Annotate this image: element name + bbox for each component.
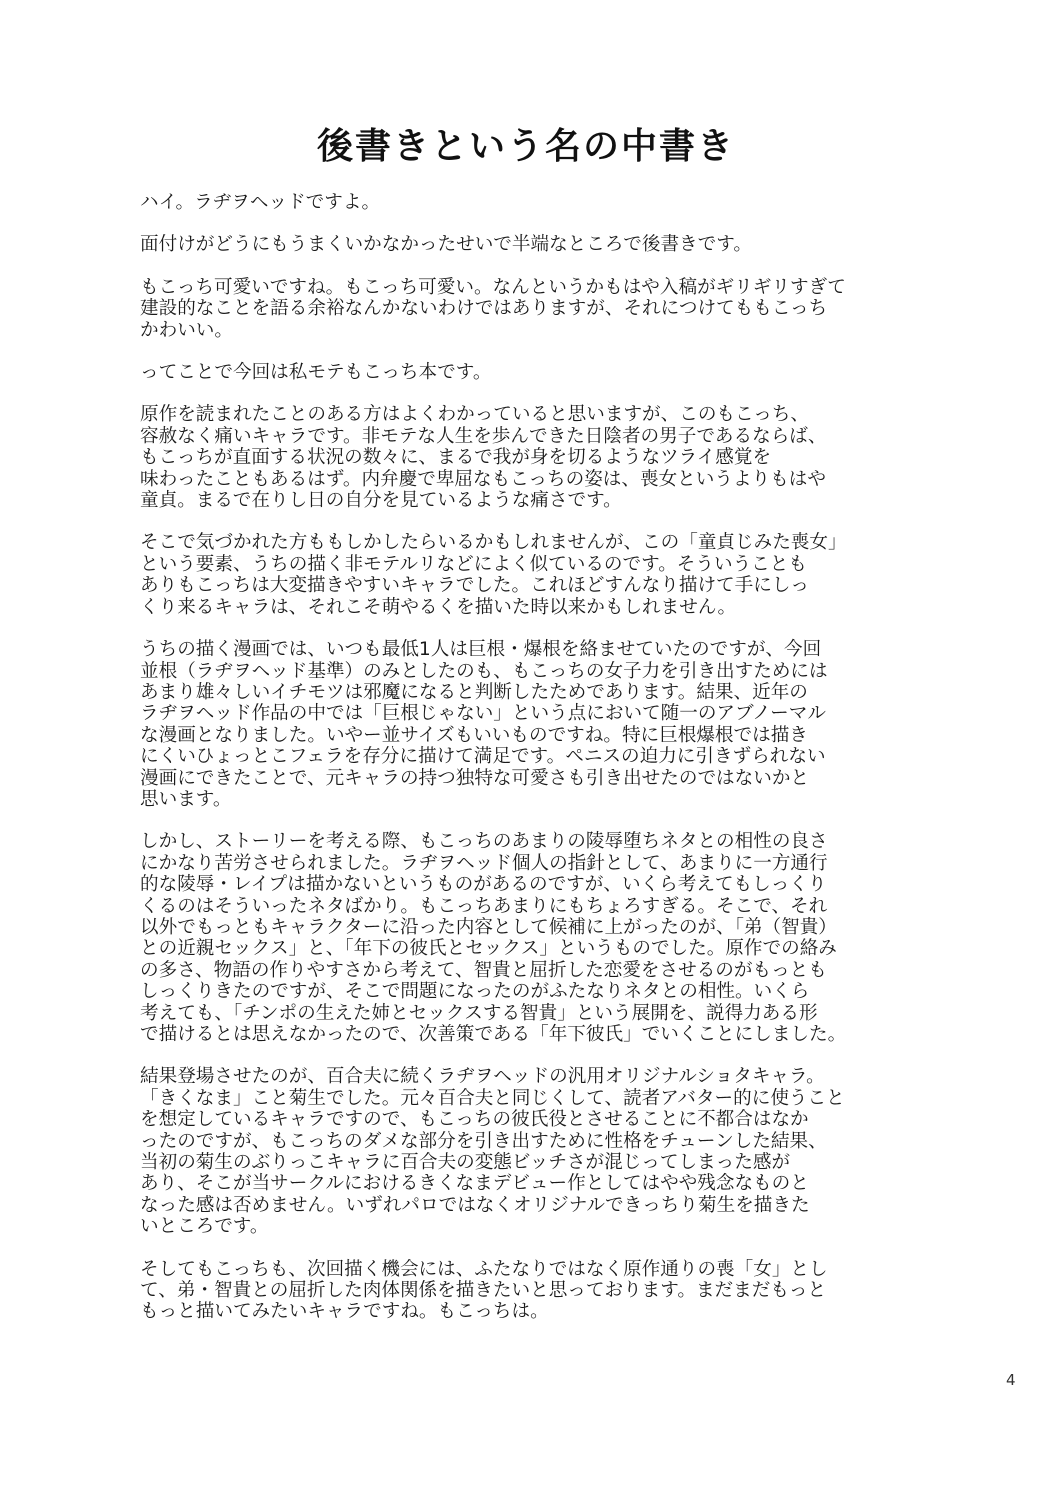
text-line: しかし、ストーリーを考える際、もこっちのあまりの陵辱堕ちネタとの相性の良さ xyxy=(140,831,828,853)
text-line: そこで気づかれた方ももしかしたらいるかもしれませんが、この「童貞じみた喪女」 xyxy=(140,532,847,554)
text-line: 当初の菊生のぶりっこキャラに百合夫の変態ビッチさが混じってしまった感が xyxy=(140,1152,791,1174)
paragraph xyxy=(140,1066,910,1237)
afterword-body xyxy=(140,192,910,1344)
text-line: いところです。 xyxy=(140,1216,269,1238)
text-line: かわいい。 xyxy=(140,319,233,341)
page-number: 4 xyxy=(1006,1371,1016,1389)
text-line: な漫画となりました。いやー並サイズもいいものですね。特に巨根爆根では描き xyxy=(140,724,808,746)
paragraph xyxy=(140,831,910,1045)
text-line: なった感は否めません。いずれパロではなくオリジナルできっちり菊生を描きた xyxy=(140,1194,810,1216)
text-line: を想定しているキャラですので、もこっちの彼氏役とさせることに不都合はなか xyxy=(140,1109,809,1131)
text-line: ったのですが、もこっちのダメな部分を引き出すために性格をチューンした結果、 xyxy=(140,1130,827,1152)
text-line: 容赦なく痛いキャラです。非モテな人生を歩んできた日陰者の男子であるならば、 xyxy=(140,425,827,447)
text-line: しっくりきたのですが、そこで問題になったのがふたなりネタとの相性。いくら xyxy=(140,981,810,1003)
text-line: 以外でもっともキャラクターに沿った内容として候補に上がったのが、「弟（智貴） xyxy=(140,916,837,938)
text-line: あり、そこが当サークルにおけるきくなまデビュー作としてはやや残念なものと xyxy=(140,1173,809,1195)
text-line: くるのはそういったネタばかり。もこっちあまりにもちょろすぎる。そこで、それ xyxy=(140,895,828,917)
text-line: 味わったこともあるはず。内弁慶で卑屈なもこっちの姿は、喪女というよりもはや xyxy=(140,468,826,490)
text-line: 並根（ラヂヲヘッド基準）のみとしたのも、もこっちの女子力を引き出すためには xyxy=(140,660,828,682)
page-title: 後書きという名の中書き xyxy=(316,126,735,167)
paragraph xyxy=(140,1259,910,1323)
text-line: そしてもこっちも、次回描く機会には、ふたなりではなく原作通りの喪「女」とし xyxy=(140,1258,828,1280)
text-line: 思います。 xyxy=(140,788,232,810)
text-line: あまり雄々しいイチモツは邪魔になると判断したためであります。結果、近年の xyxy=(140,681,808,703)
text-line: という要素、うちの描く非モテルリなどによく似ているのです。そういうことも xyxy=(140,553,807,575)
text-line: 的な陵辱・レイプは描かないというものがあるのですが、いくら考えてもしっくり xyxy=(140,874,827,896)
text-line: の多さ、物語の作りやすさから考えて、智貴と屈折した恋愛をさせるのがもっとも xyxy=(140,959,827,981)
text-line: 考えても、「チンポの生えた姉とセックスする智貴」という展開を、説得力ある形 xyxy=(140,1002,818,1024)
text-line: 面付けがどうにもうまくいかなかったせいで半端なところで後書きです。 xyxy=(140,234,752,256)
text-line: との近親セックス」と、「年下の彼氏とセックス」というものでした。原作での絡み xyxy=(140,938,837,960)
text-line: うちの描く漫画では、いつも最低1人は巨根・爆根を絡ませていたのですが、今回 xyxy=(140,639,822,661)
text-line: 童貞。まるで在りし日の自分を見ているような痛さです。 xyxy=(140,490,622,512)
paragraph xyxy=(140,639,910,810)
text-line: 結果登場させたのが、百合夫に続くラヂヲヘッドの汎用オリジナルショタキャラ。 xyxy=(140,1066,825,1088)
text-line: ありもこっちは大変描きやすいキャラでした。これほどすんなり描けて手にしっ xyxy=(140,575,810,597)
text-line: にくいひょっとこフェラを存分に描けて満足です。ペニスの迫力に引きずられない xyxy=(140,746,826,768)
text-line: ハイ。ラヂヲヘッドですよ。 xyxy=(140,192,381,213)
text-line: にかなり苦労させられました。ラヂヲヘッド個人の指針として、あまりに一方通行 xyxy=(140,852,828,874)
text-line: もっと描いてみたいキャラですね。もこっちは。 xyxy=(140,1301,549,1323)
text-line: ってことで今回は私モテもこっち本です。 xyxy=(140,362,492,384)
text-line: て、弟・智貴との屈折した肉体関係を描きたいと思っております。まだまだもっと xyxy=(140,1280,827,1302)
text-line: 建設的なことを語る余裕なんかないわけではありますが、それにつけてももこっち xyxy=(140,298,828,320)
text-line: もこっち可愛いですね。もこっち可愛い。なんというかもはや入稿がギリギリすぎて xyxy=(140,276,846,298)
paragraph xyxy=(140,234,910,255)
paragraph xyxy=(140,362,910,383)
text-line: 漫画にできたことで、元キャラの持つ独特な可愛さも引き出せたのではないかと xyxy=(140,767,810,789)
text-line: 「きくなま」こと菊生でした。元々百合夫と同じくして、読者アバター的に使うこと xyxy=(140,1087,845,1109)
paragraph xyxy=(140,277,910,341)
text-line: ラヂヲヘッド作品の中では「巨根じゃない」という点において随一のアブノーマル xyxy=(140,703,826,725)
paragraph xyxy=(140,192,910,213)
text-line: もこっちが直面する状況の数々に、まるで我が身を切るようなツライ感覚を xyxy=(140,447,772,469)
paragraph xyxy=(140,532,910,618)
text-line: で描けるとは思えなかったので、次善策である「年下彼氏」でいくことにしました。 xyxy=(140,1024,847,1045)
text-line: 原作を読まれたことのある方はよくわかっていると思いますが、このもこっち、 xyxy=(140,404,810,426)
paragraph xyxy=(140,404,910,511)
text-line: くり来るキャラは、それこそ萌やるくを描いた時以来かもしれません。 xyxy=(140,596,737,618)
